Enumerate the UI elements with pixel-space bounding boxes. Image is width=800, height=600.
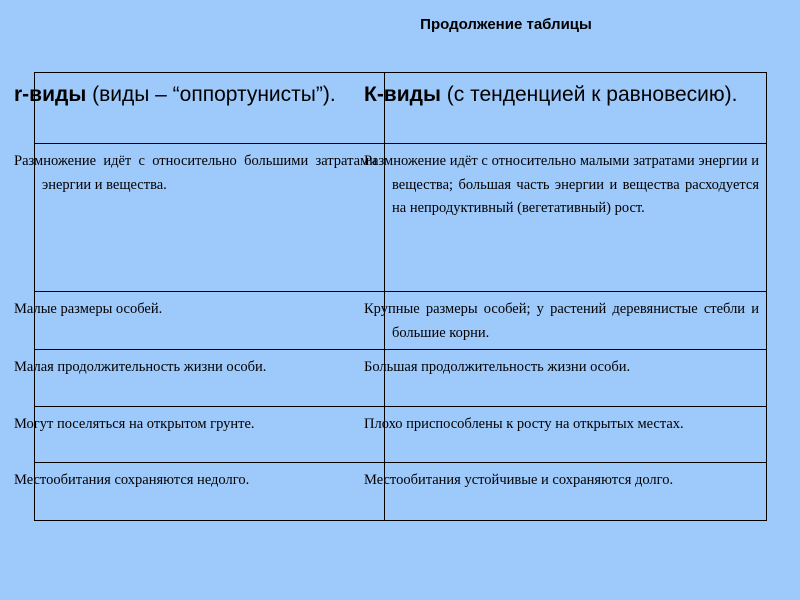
cell-r-reproduction: Размножение идёт с относительно большими затратами энергии и вещества. bbox=[35, 144, 385, 292]
cell-k-size: Крупные размеры особей; у растений деревянистые стебли и большие корни. bbox=[385, 292, 767, 350]
header-k-species-term: К-виды bbox=[364, 83, 441, 106]
cell-r-habitat-open: Могут поселяться на открытом грунте. bbox=[35, 407, 385, 463]
comparison-table bbox=[14, 72, 767, 521]
cell-k-lifespan: Большая продолжительность жизни особи. bbox=[385, 350, 767, 407]
header-r-species-term: r-виды bbox=[14, 83, 87, 106]
slide-title: Продолжение таблицы bbox=[420, 16, 592, 33]
table-header-row bbox=[35, 73, 767, 144]
header-k-species bbox=[364, 73, 767, 144]
cell-r-lifespan: Малая продолжительность жизни особи. bbox=[35, 350, 385, 407]
header-r-species bbox=[14, 73, 385, 144]
cell-k-reproduction: Размножение идёт с относительно малыми затратами энергии и вещества; большая часть энергии и вещества расходуется на непродуктивный (вегетативный) рост. bbox=[385, 144, 767, 292]
table-row bbox=[35, 292, 767, 350]
table-row bbox=[35, 350, 767, 407]
cell-k-habitat-duration: Местообитания устойчивые и сохраняются долго. bbox=[385, 463, 767, 521]
header-k-species-description: (с тенденцией к равновесию). bbox=[440, 83, 738, 106]
cell-r-size: Малые размеры особей. bbox=[35, 292, 385, 350]
table-row bbox=[35, 407, 767, 463]
table-row bbox=[35, 144, 767, 292]
header-r-species-description: (виды – “оппортунисты”). bbox=[86, 83, 336, 106]
cell-r-habitat-duration: Местообитания сохраняются недолго. bbox=[35, 463, 385, 521]
cell-k-habitat-open: Плохо приспособлены к росту на открытых местах. bbox=[385, 407, 767, 463]
table-row bbox=[35, 463, 767, 521]
